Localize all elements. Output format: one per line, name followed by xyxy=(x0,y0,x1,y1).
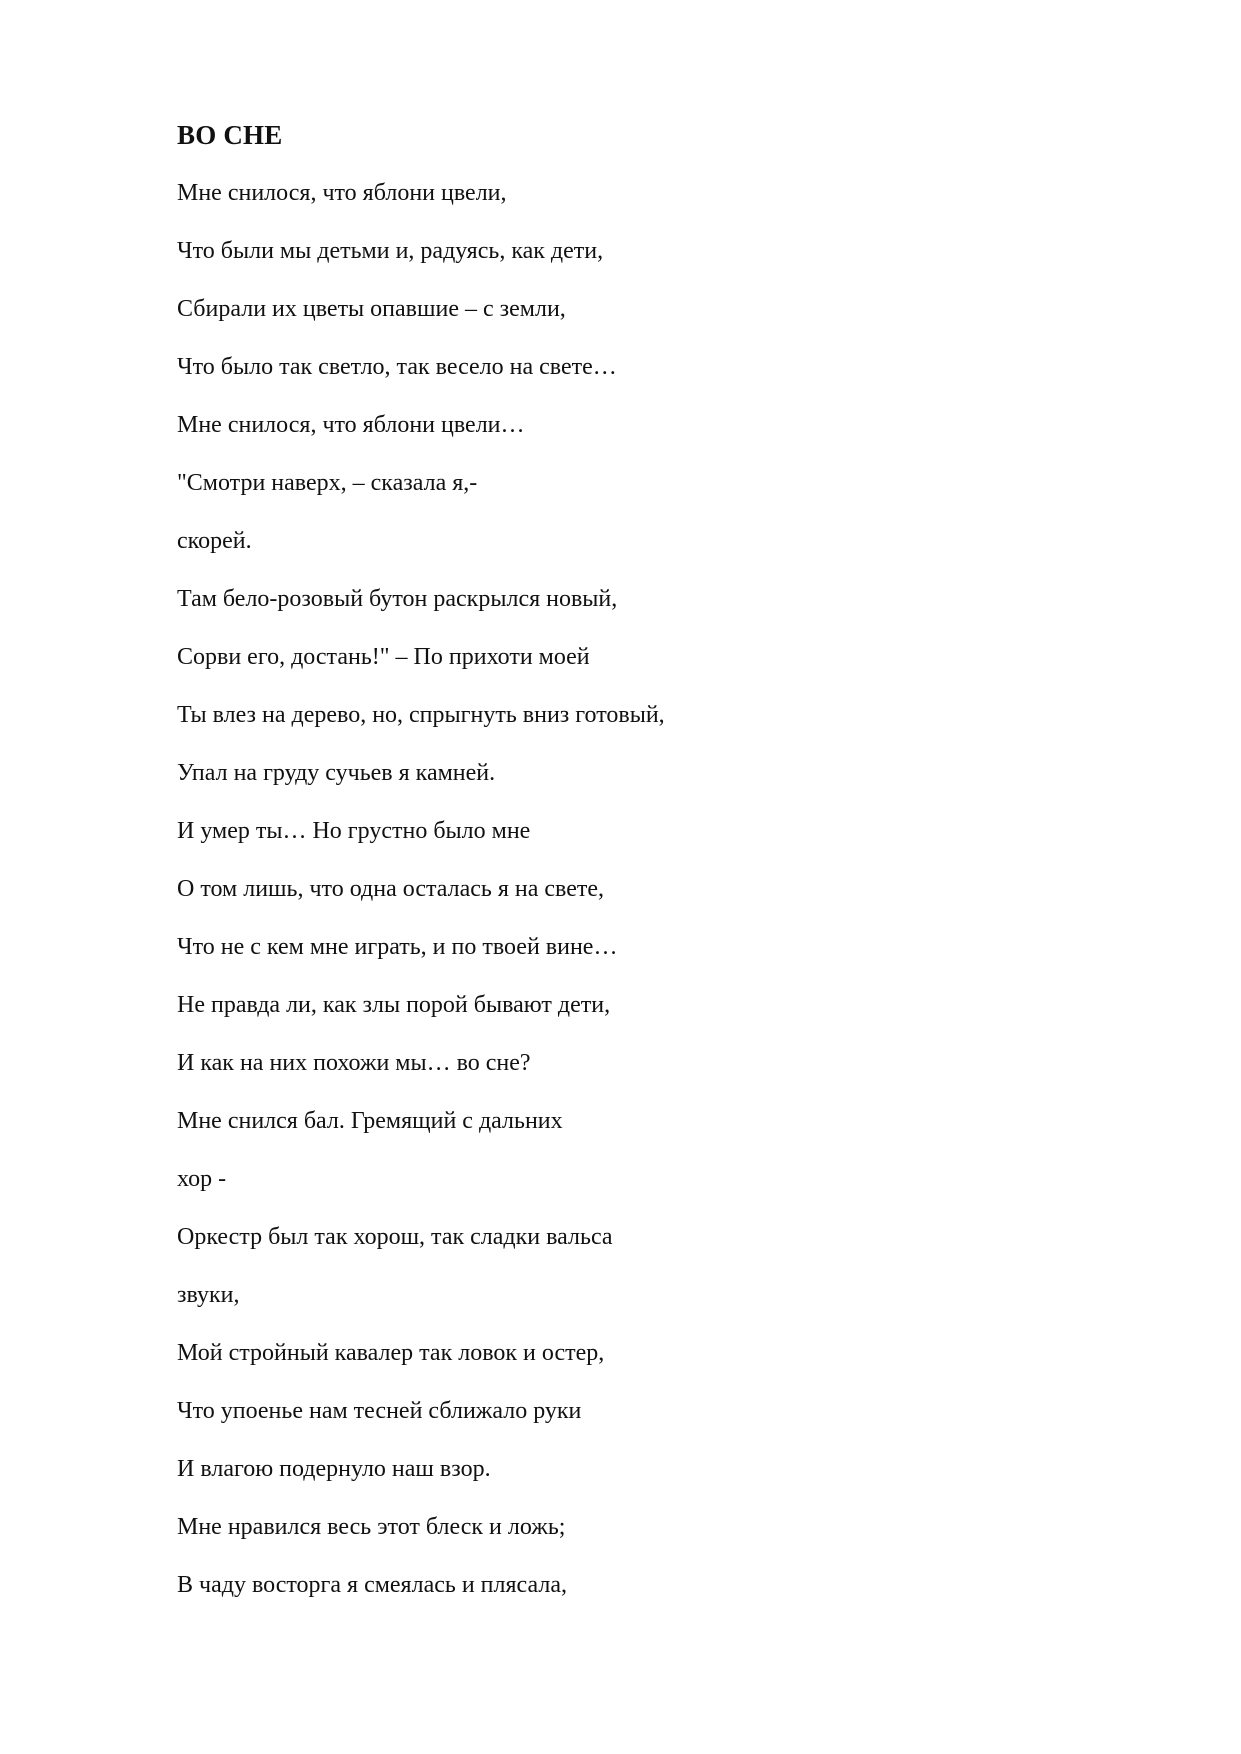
poem-title: ВО СНЕ xyxy=(177,120,283,150)
poem-line: звуки, xyxy=(177,1282,240,1308)
poem-line: Оркестр был так хорош, так сладки вальса xyxy=(177,1224,613,1250)
poem-line: Ты влез на дерево, но, спрыгнуть вниз готовый, xyxy=(177,702,665,728)
poem-line: Что упоенье нам тесней сближало руки xyxy=(177,1398,582,1424)
poem-line: Там бело-розовый бутон раскрылся новый, xyxy=(177,586,618,612)
poem-line: Мой стройный кавалер так ловок и остер, xyxy=(177,1340,605,1366)
poem-body xyxy=(177,176,665,1626)
poem-line: Сбирали их цветы опавшие – с земли, xyxy=(177,296,566,322)
poem-line: Что не с кем мне играть, и по твоей вине… xyxy=(177,934,618,960)
poem-line: И как на них похожи мы… во сне? xyxy=(177,1050,531,1076)
poem-line: Что было так светло, так весело на свете… xyxy=(177,354,617,380)
poem-line: Мне снился бал. Гремящий с дальних xyxy=(177,1108,563,1134)
poem-line: И умер ты… Но грустно было мне xyxy=(177,818,531,844)
poem-line: В чаду восторга я смеялась и плясала, xyxy=(177,1572,567,1598)
poem-line: скорей. xyxy=(177,528,252,554)
poem-line: Мне снилося, что яблони цвели, xyxy=(177,180,507,206)
poem-line: И влагою подернуло наш взор. xyxy=(177,1456,491,1482)
poem-line: хор - xyxy=(177,1166,227,1192)
poem-line: Что были мы детьми и, радуясь, как дети, xyxy=(177,238,604,264)
poem-line: О том лишь, что одна осталась я на свете, xyxy=(177,876,605,902)
poem-line: "Смотри наверх, – сказала я,- xyxy=(177,470,478,496)
poem-line: Сорви его, достань!" – По прихоти моей xyxy=(177,644,590,670)
poem-line: Упал на груду сучьев я камней. xyxy=(177,760,496,786)
poem-line: Не правда ли, как злы порой бывают дети, xyxy=(177,992,611,1018)
poem-line: Мне снилося, что яблони цвели… xyxy=(177,412,525,438)
poem-line: Мне нравился весь этот блеск и ложь; xyxy=(177,1514,566,1540)
